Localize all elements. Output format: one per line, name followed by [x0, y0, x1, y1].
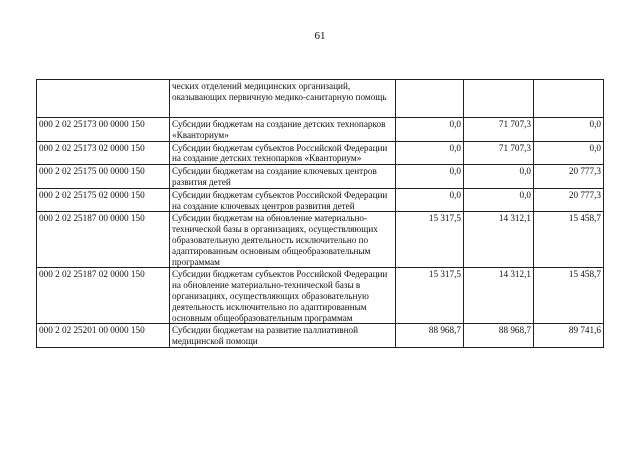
classification-code: 000 2 02 25173 00 0000 150	[37, 118, 170, 142]
revenue-name: Субсидии бюджетам на обновление материально-технической базы в организациях, осуществляющих образовательную деятельность исключительно по адаптированным основным общеобразовательным программам	[170, 212, 396, 268]
classification-code: 000 2 02 25173 02 0000 150	[37, 141, 170, 165]
classification-code: 000 2 02 25187 00 0000 150	[37, 212, 170, 268]
table-row	[37, 118, 604, 142]
revenue-name: Субсидии бюджетам субъектов Российской Федерации на обновление материально-технической базы в организациях, осуществляющих образовательную деятельность исключительно по адаптированным основным общеобразовательным программам	[170, 268, 396, 324]
table-row	[37, 268, 604, 324]
classification-code: 000 2 02 25175 00 0000 150	[37, 165, 170, 189]
table-row	[37, 324, 604, 348]
value-col-1: 0,0	[396, 141, 464, 165]
revenue-name: ческих отделений медицинских организаций, оказывающих первичную медико-санитарную помощь	[170, 80, 396, 118]
table-row	[37, 80, 604, 118]
value-col-3: 15 458,7	[534, 268, 604, 324]
value-col-1	[396, 80, 464, 118]
revenue-name: Субсидии бюджетам на создание ключевых центров развития детей	[170, 165, 396, 189]
value-col-2	[464, 80, 534, 118]
page-number: 61	[314, 30, 326, 42]
value-col-2: 88 968,7	[464, 324, 534, 348]
classification-code: 000 2 02 25201 00 0000 150	[37, 324, 170, 348]
value-col-3: 89 741,6	[534, 324, 604, 348]
revenue-name: Субсидии бюджетам на развитие паллиативной медицинской помощи	[170, 324, 396, 348]
value-col-1: 0,0	[396, 165, 464, 189]
value-col-2: 0,0	[464, 188, 534, 212]
value-col-3: 0,0	[534, 118, 604, 142]
value-col-3: 0,0	[534, 141, 604, 165]
value-col-3: 20 777,3	[534, 165, 604, 189]
revenue-name: Субсидии бюджетам субъектов Российской Федерации на создание ключевых центров развития детей	[170, 188, 396, 212]
classification-code	[37, 80, 170, 118]
value-col-2: 14 312,1	[464, 212, 534, 268]
revenue-name: Субсидии бюджетам субъектов Российской Федерации на создание детских технопарков «Кванториум»	[170, 141, 396, 165]
value-col-2: 0,0	[464, 165, 534, 189]
budget-table	[36, 79, 604, 348]
value-col-1: 15 317,5	[396, 268, 464, 324]
value-col-1: 0,0	[396, 188, 464, 212]
classification-code: 000 2 02 25175 02 0000 150	[37, 188, 170, 212]
value-col-3: 20 777,3	[534, 188, 604, 212]
value-col-1: 15 317,5	[396, 212, 464, 268]
table-row	[37, 212, 604, 268]
table-row	[37, 165, 604, 189]
table-row	[37, 188, 604, 212]
value-col-2: 71 707,3	[464, 118, 534, 142]
table-row	[37, 141, 604, 165]
value-col-2: 71 707,3	[464, 141, 534, 165]
revenue-name: Субсидии бюджетам на создание детских технопарков «Кванториум»	[170, 118, 396, 142]
classification-code: 000 2 02 25187 02 0000 150	[37, 268, 170, 324]
value-col-3: 15 458,7	[534, 212, 604, 268]
value-col-1: 88 968,7	[396, 324, 464, 348]
value-col-2: 14 312,1	[464, 268, 534, 324]
value-col-3	[534, 80, 604, 118]
value-col-1: 0,0	[396, 118, 464, 142]
